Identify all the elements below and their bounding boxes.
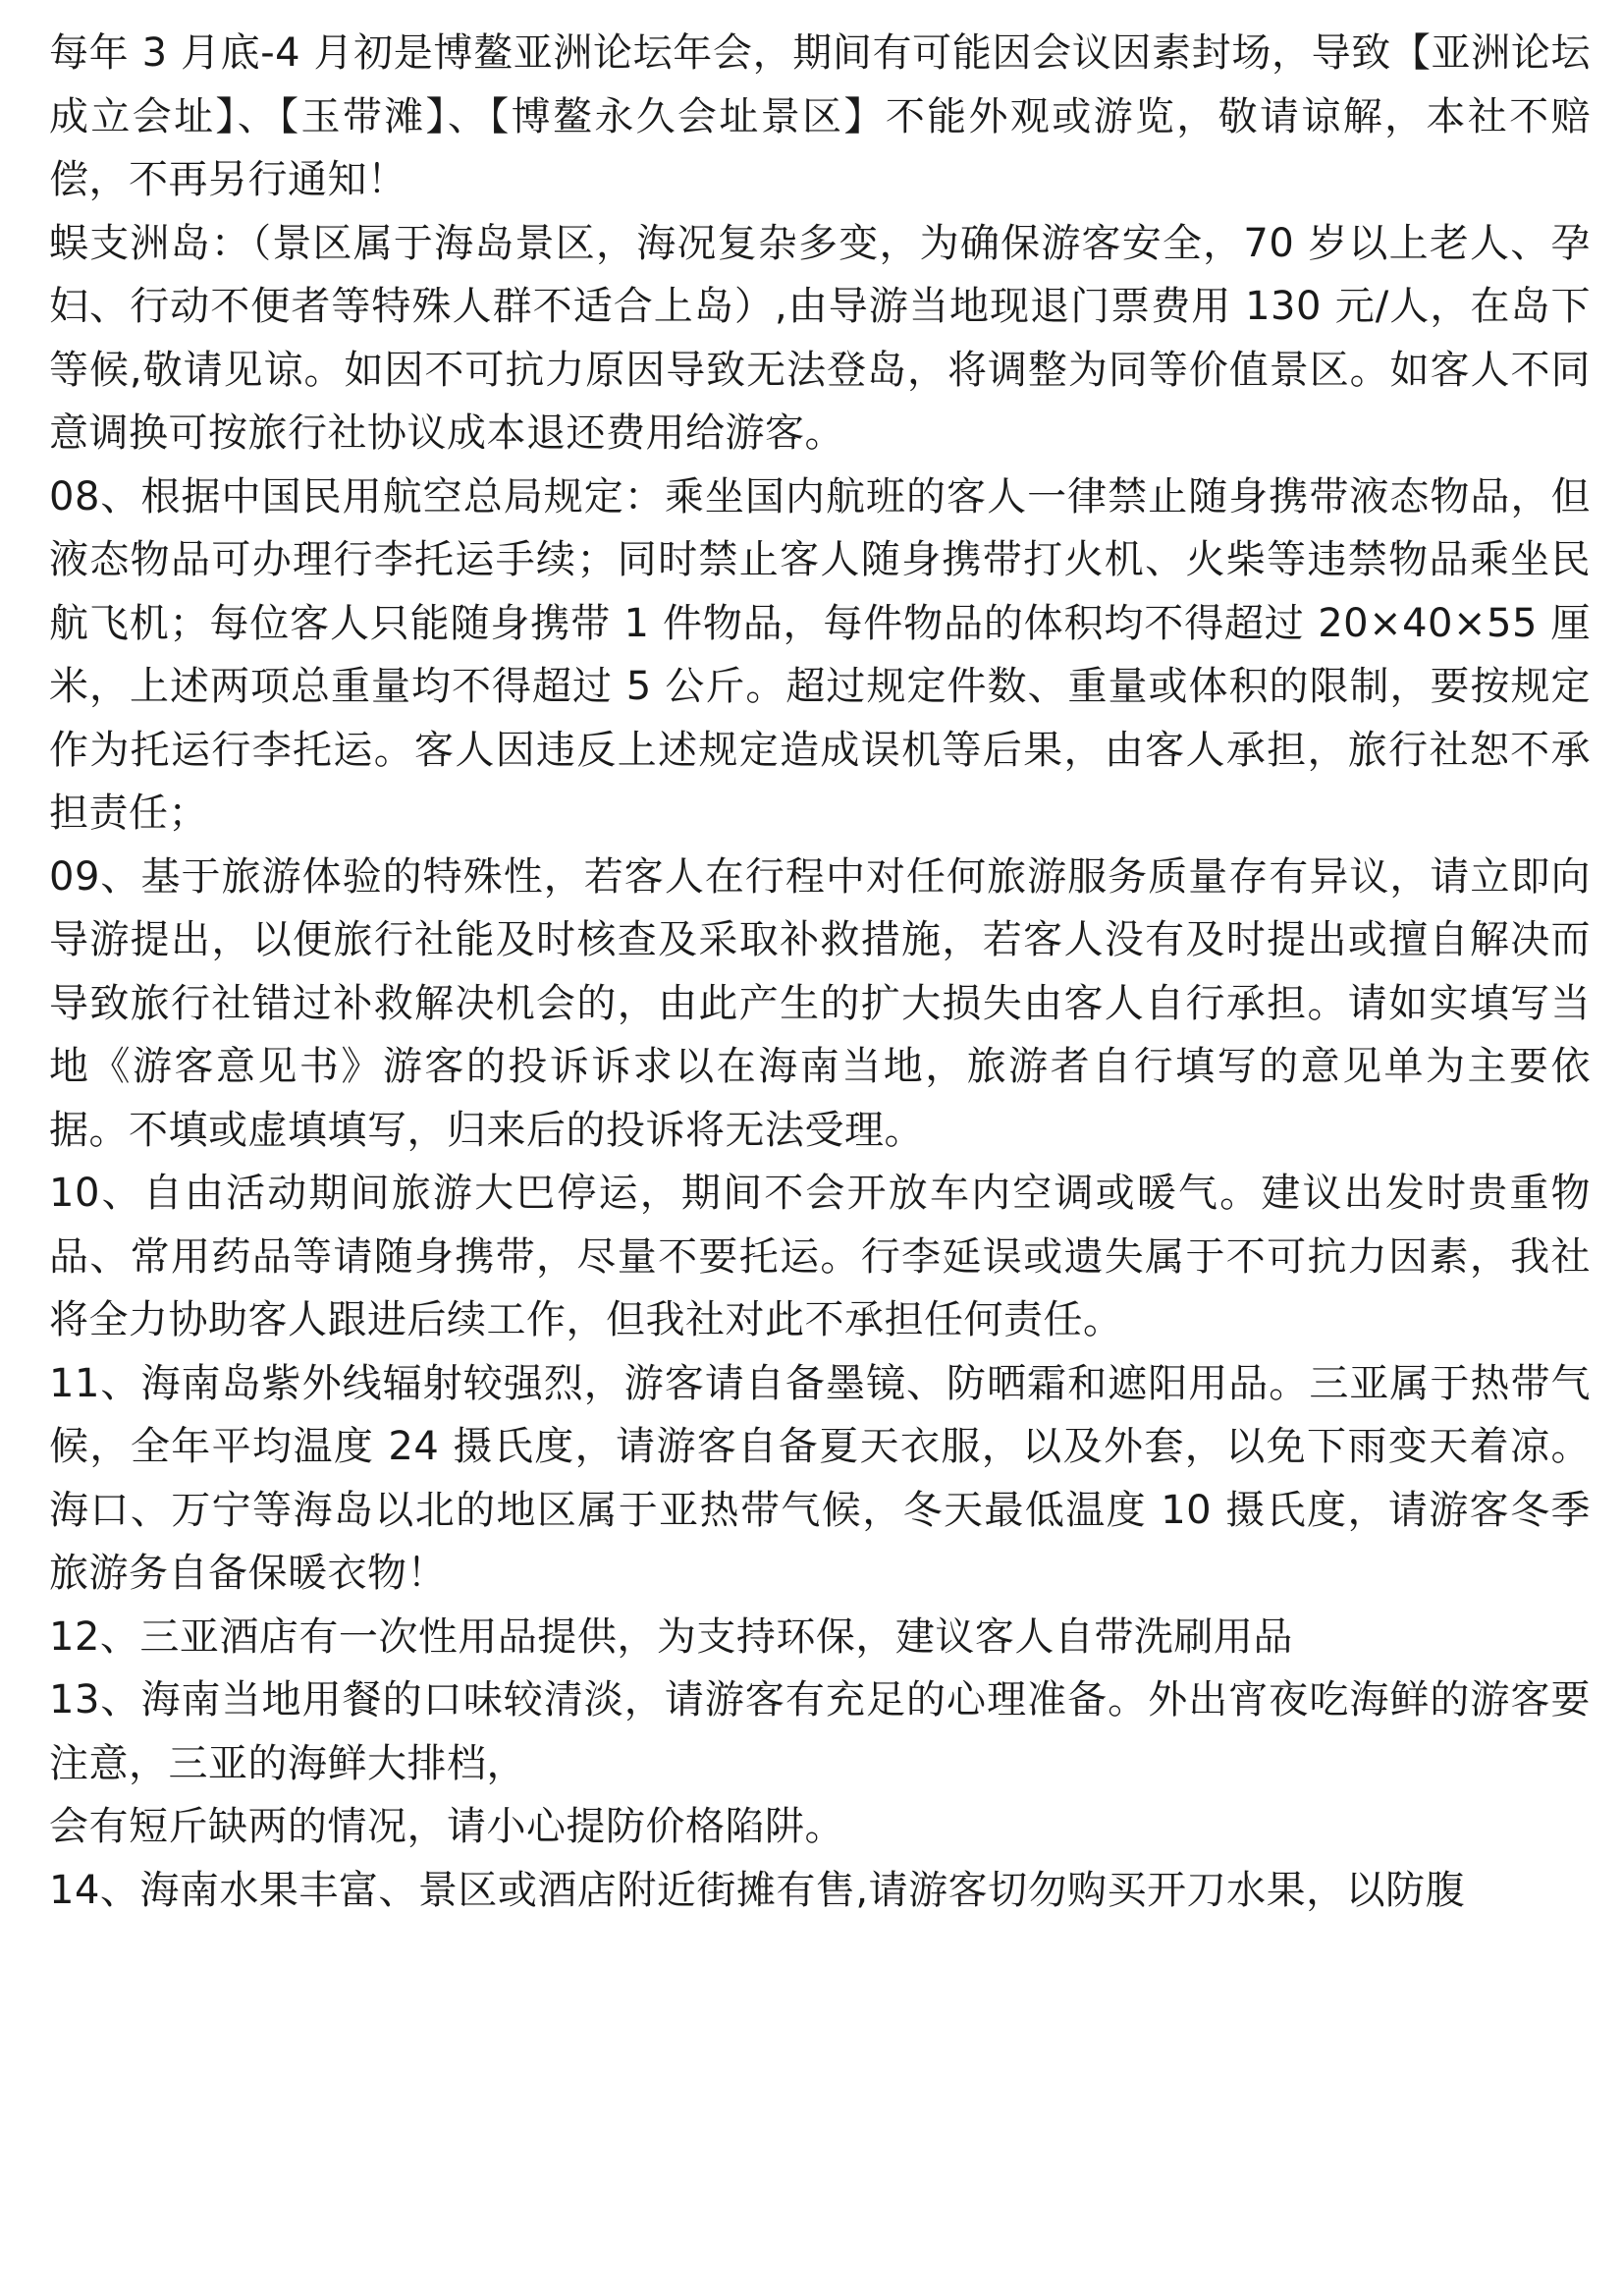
paragraph-boao-forum-notice: 每年 3 月底-4 月初是博鳌亚洲论坛年会，期间有可能因会议因素封场，导致【亚洲论坛成立会址】、【玉带滩】、【博鳌永久会址景区】不能外观或游览，敬请谅解，本社不赔偿，不再另行通知！ bbox=[49, 30, 1591, 202]
paragraph-12-hotel-supplies: 12、三亚酒店有一次性用品提供，为支持环保，建议客人自带洗刷用品 bbox=[49, 1613, 1293, 1660]
paragraph-09-complaints: 09、基于旅游体验的特殊性，若客人在行程中对任何旅游服务质量存有异议，请立即向导游提出，以便旅行社能及时核查及采取补救措施，若客人没有及时提出或擅自解决而导致旅行社错过补救解决机会的，由此产生的扩大损失由客人自行承担。请如实填写当地《游客意见书》游客的投诉诉求以在海南当地，旅游者自行填写的意见单为主要依据。不填或虚填填写，归来后的投诉将无法受理。 bbox=[49, 853, 1591, 1153]
paragraph-08-aviation-rules: 08、根据中国民用航空总局规定：乘坐国内航班的客人一律禁止随身携带液态物品，但液态物品可办理行李托运手续；同时禁止客人随身携带打火机、火柴等违禁物品乘坐民航飞机；每位客人只能随身携带 1 件物品，每件物品的体积均不得超过 20×40×55 厘米，上述两项总重量均不得超过 5 公斤。超过规定件数、重量或体积的限制，要按规定作为托运行李托运。客人因违反上述规定造成误机等后果，由客人承担，旅行社恕不承担责任； bbox=[49, 473, 1591, 836]
paragraph-10-free-time: 10、自由活动期间旅游大巴停运，期间不会开放车内空调或暖气。建议出发时贵重物品、常用药品等请随身携带，尽量不要托运。行李延误或遗失属于不可抗力因素，我社将全力协助客人跟进后续工作，但我社对此不承担任何责任。 bbox=[49, 1171, 1591, 1342]
paragraph-13-food: 13、海南当地用餐的口味较清淡，请游客有充足的心理准备。外出宵夜吃海鲜的游客要注意，三亚的海鲜大排档， bbox=[49, 1677, 1591, 1786]
paragraph-11-climate: 11、海南岛紫外线辐射较强烈，游客请自备墨镜、防晒霜和遮阳用品。三亚属于热带气候，全年平均温度 24 摄氏度，请游客自备夏天衣服，以及外套，以免下雨变天着凉。海口、万宁等海岛以北的地区属于亚热带气候，冬天最低温度 10 摄氏度，请游客冬季旅游务自备保暖衣物！ bbox=[49, 1360, 1591, 1596]
paragraph-14-fruit: 14、海南水果丰富、景区或酒店附近街摊有售,请游客切勿购买开刀水果，以防腹 bbox=[49, 1867, 1466, 1913]
paragraph-wuzhizhou-island: 蜈支洲岛：（景区属于海岛景区，海况复杂多变，为确保游客安全，70 岁以上老人、孕妇、行动不便者等特殊人群不适合上岛）,由导游当地现退门票费用 130 元/人，在岛下等候,敬请见谅。如因不可抗力原因导致无法登岛，将调整为同等价值景区。如客人不同意调换可按旅行社协议成本退还费用给游客。 bbox=[49, 220, 1591, 456]
document-body bbox=[49, 22, 1591, 1922]
paragraph-13-price-trap: 会有短斤缺两的情况，请小心提防价格陷阱。 bbox=[49, 1804, 844, 1849]
